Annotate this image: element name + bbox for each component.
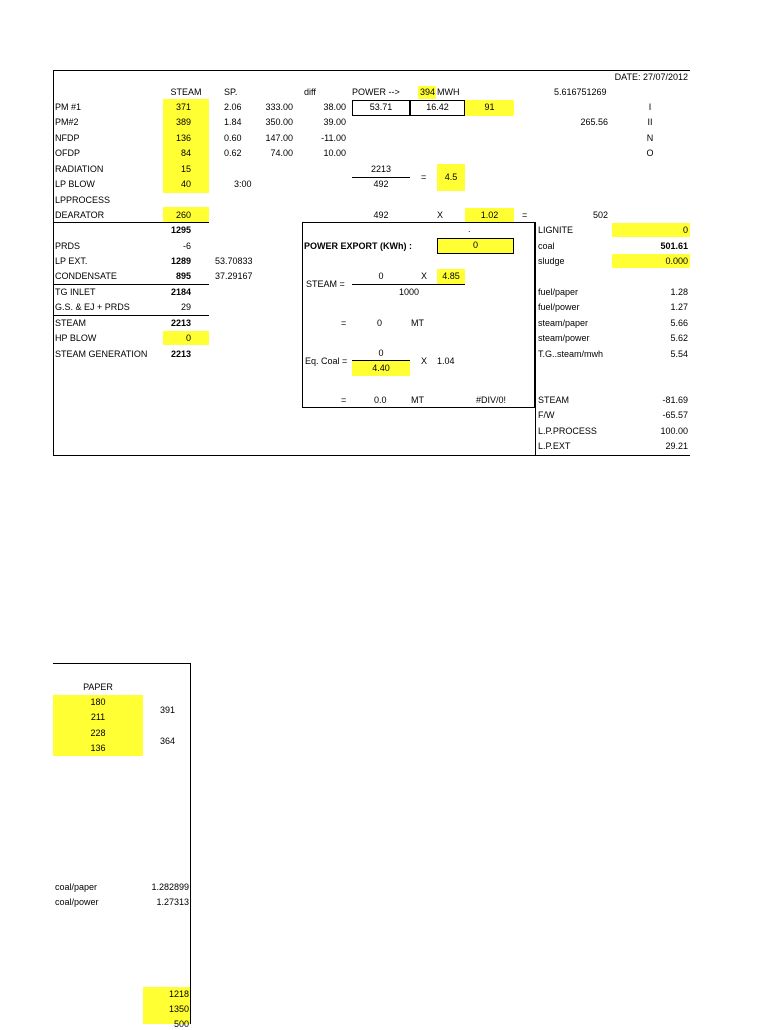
row-steam: 2213 xyxy=(170,318,191,328)
right-label-lignite: LIGNITE xyxy=(538,225,574,235)
coal-power-label: coal/power xyxy=(55,897,99,907)
row-label: PM #1 xyxy=(55,102,82,112)
bottom-value: 500 xyxy=(173,1019,189,1029)
row-steam: 371 xyxy=(175,102,191,112)
calc-dot: . xyxy=(468,224,471,234)
div-error: #DIV/0! xyxy=(476,395,507,405)
calc-b: 1.02 xyxy=(480,210,499,220)
row-diff: 39.00 xyxy=(323,117,346,127)
row-label: STEAM xyxy=(55,318,87,328)
coal-power-value: 1.27313 xyxy=(156,897,189,907)
steam-eq-label: STEAM = xyxy=(306,279,345,289)
right-value-steam-power: 5.62 xyxy=(670,333,688,343)
result-2-equals: = xyxy=(341,395,347,405)
steam-eq-x: X xyxy=(421,271,428,281)
header-power: POWER --> xyxy=(352,87,400,97)
right-value-steam: -81.69 xyxy=(662,395,688,405)
right-value-fw: -65.57 xyxy=(662,410,688,420)
paper-item: 136 xyxy=(90,743,106,753)
steam-eq-numerator: 0 xyxy=(378,271,384,281)
header-steam: STEAM xyxy=(170,87,202,97)
header-sp: SP. xyxy=(224,87,238,97)
row-label: HP BLOW xyxy=(55,333,97,343)
row-steam: 84 xyxy=(180,148,191,158)
row-steam: 40 xyxy=(180,179,191,189)
row-steam: 1295 xyxy=(170,225,191,235)
row-steam: 2184 xyxy=(170,287,191,297)
roman-3: N xyxy=(646,133,654,143)
right-value-lp-ext: 29.21 xyxy=(665,441,688,451)
paper-header: PAPER xyxy=(83,682,113,692)
row-label: PRDS xyxy=(55,241,81,251)
right-label-sludge: sludge xyxy=(538,256,565,266)
steam-eq-multiplier: 4.85 xyxy=(442,271,460,281)
header-power-value: 394 xyxy=(419,87,435,97)
roman-2: II xyxy=(647,117,653,127)
row-label: DEARATOR xyxy=(55,210,105,220)
row-label: LP BLOW xyxy=(55,179,95,189)
row-steam: 2213 xyxy=(170,349,191,359)
sheet-left-border xyxy=(53,70,54,455)
row-label: LP EXT. xyxy=(55,256,88,266)
row-sp: 1.84 xyxy=(224,117,242,127)
result-1-value: 0 xyxy=(377,318,383,328)
right-label-lp-ext: L.P.EXT xyxy=(538,441,571,451)
row-diff: 38.00 xyxy=(323,102,346,112)
ratio-equals: = xyxy=(421,172,427,182)
right-label-steam-power: steam/power xyxy=(538,333,590,343)
row-sp: 53.70833 xyxy=(215,256,253,266)
row-c3: 147.00 xyxy=(265,133,293,143)
right-value-sludge: 0.000 xyxy=(665,256,688,266)
date-label: DATE: 27/07/2012 xyxy=(614,72,688,82)
header-diff: diff xyxy=(304,87,316,97)
paper-sheet-top-border xyxy=(53,663,190,664)
bottom-value: 1350 xyxy=(168,1004,189,1014)
row-steam: -6 xyxy=(182,241,191,251)
power-value-3: 91 xyxy=(484,102,495,112)
right-label-coal: coal xyxy=(538,241,555,251)
coal-eq-x: X xyxy=(421,356,428,366)
row-c3: 74.00 xyxy=(270,148,293,158)
row-separator xyxy=(53,222,209,223)
result-1-equals: = xyxy=(341,318,347,328)
paper-item: 180 xyxy=(90,697,106,707)
calc-x: X xyxy=(437,210,444,220)
right-value-coal: 501.61 xyxy=(660,241,688,251)
result-2-value: 0.0 xyxy=(374,395,387,405)
row-steam: 0 xyxy=(185,333,191,343)
right-value-fuel-power: 1.27 xyxy=(670,302,688,312)
row-steam: 29 xyxy=(180,302,191,312)
right-value-steam-paper: 5.66 xyxy=(670,318,688,328)
result-1-unit: MT xyxy=(411,318,424,328)
coal-paper-label: coal/paper xyxy=(55,882,98,892)
calc-a: 492 xyxy=(373,210,389,220)
row-steam: 15 xyxy=(180,164,191,174)
row-steam: 260 xyxy=(175,210,191,220)
top-value: 5.616751269 xyxy=(554,87,607,97)
row-c3: 350.00 xyxy=(265,117,293,127)
row-steam: 136 xyxy=(175,133,191,143)
paper-sum-2: 364 xyxy=(160,736,176,746)
row-sp: 37.29167 xyxy=(215,271,253,281)
row-label: RADIATION xyxy=(55,164,104,174)
calc-equals: = xyxy=(522,210,528,220)
right-value-fuel-paper: 1.28 xyxy=(670,287,688,297)
row-steam: 895 xyxy=(175,271,191,281)
coal-eq-label: Eq. Coal = xyxy=(305,356,348,366)
calc-c: 502 xyxy=(592,210,608,220)
steam-eq-fraction-line xyxy=(352,284,465,285)
right-label-fw: F/W xyxy=(538,410,555,420)
row-label: STEAM GENERATION xyxy=(55,349,148,359)
row-separator xyxy=(53,284,209,285)
right-label-tg-steam-mwh: T.G..steam/mwh xyxy=(538,349,604,359)
row-steam: 389 xyxy=(175,117,191,127)
right-label-steam: STEAM xyxy=(538,395,570,405)
row-separator xyxy=(53,315,209,316)
steam-eq-denominator: 1000 xyxy=(398,287,420,297)
roman-1: I xyxy=(648,102,652,112)
right-label-lp-process: L.P.PROCESS xyxy=(538,426,597,436)
row-sp: 0.62 xyxy=(224,148,242,158)
power-export-value: 0 xyxy=(472,240,478,250)
coal-eq-denominator: 4.40 xyxy=(372,363,390,373)
ratio-numerator: 2213 xyxy=(370,164,392,174)
row-diff: 10.00 xyxy=(323,148,346,158)
header-mwh: MWH xyxy=(437,87,460,97)
paper-sum-1: 391 xyxy=(160,705,176,715)
right-label-steam-paper: steam/paper xyxy=(538,318,589,328)
coal-eq-numerator: 0 xyxy=(378,348,384,358)
paper-sheet-right-border xyxy=(190,663,191,1024)
power-export-title: POWER EXPORT (KWh) : xyxy=(304,241,412,251)
ratio-denominator: 492 xyxy=(373,179,389,189)
right-label-fuel-power: fuel/power xyxy=(538,302,580,312)
ratio-fraction-line xyxy=(352,177,410,178)
row-steam: 1289 xyxy=(170,256,191,266)
row-label: TG INLET xyxy=(55,287,96,297)
row-sp: 3:00 xyxy=(234,179,252,189)
row-label: LPPROCESS xyxy=(55,195,111,205)
sheet-bottom-border xyxy=(53,455,690,456)
row-label: PM#2 xyxy=(55,117,79,127)
roman-4: O xyxy=(646,148,654,158)
bottom-value: 1218 xyxy=(168,989,189,999)
result-2-unit: MT xyxy=(411,395,424,405)
right-value-lp-process: 100.00 xyxy=(660,426,688,436)
power-value-1: 53.71 xyxy=(369,102,393,112)
sheet-top-border xyxy=(53,70,690,71)
paper-item: 228 xyxy=(90,728,106,738)
power-value-2: 16.42 xyxy=(426,102,449,112)
right-label-fuel-paper: fuel/paper xyxy=(538,287,579,297)
row-label: OFDP xyxy=(55,148,81,158)
row-label: CONDENSATE xyxy=(55,271,117,281)
right-value-tg-steam-mwh: 5.54 xyxy=(670,349,688,359)
row-label: G.S. & EJ + PRDS xyxy=(55,302,130,312)
right-value-lignite: 0 xyxy=(682,225,688,235)
right-top-value: 265.56 xyxy=(580,117,608,127)
row-diff: -11.00 xyxy=(321,133,346,143)
ratio-result: 4.5 xyxy=(444,172,458,182)
row-label: NFDP xyxy=(55,133,80,143)
paper-item: 211 xyxy=(90,712,106,722)
row-sp: 2.06 xyxy=(224,102,242,112)
row-c3: 333.00 xyxy=(265,102,293,112)
right-list-border xyxy=(535,222,536,455)
coal-paper-value: 1.282899 xyxy=(151,882,189,892)
row-sp: 0.60 xyxy=(224,133,242,143)
coal-eq-multiplier: 1.04 xyxy=(437,356,455,366)
